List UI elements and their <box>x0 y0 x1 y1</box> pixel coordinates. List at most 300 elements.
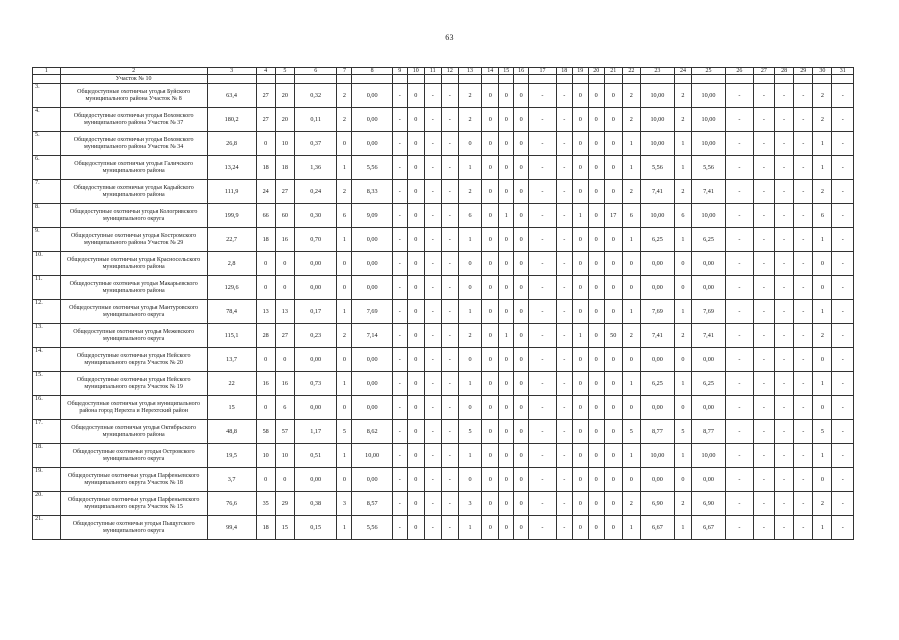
value-cell-col-13: 1 <box>458 516 481 540</box>
value-cell-col-8: 5,56 <box>352 516 392 540</box>
value-cell-col-13: 0 <box>458 396 481 420</box>
value-cell-col-11: - <box>424 420 441 444</box>
value-cell-col-3: 129,6 <box>207 276 256 300</box>
value-cell-col-13: 1 <box>458 228 481 252</box>
value-cell-col-13: 3 <box>458 492 481 516</box>
value-cell-col-6: 0,11 <box>294 108 337 132</box>
value-cell-col-27: - <box>753 396 774 420</box>
value-cell-col-18: - <box>556 396 572 420</box>
value-cell-col-27: - <box>753 276 774 300</box>
value-cell-col-16: 0 <box>514 204 529 228</box>
value-cell-col-6: 0,23 <box>294 324 337 348</box>
value-cell-col-27: - <box>753 444 774 468</box>
value-cell-col-23: 0,00 <box>640 252 674 276</box>
page-number: 63 <box>445 33 454 42</box>
value-cell-col-9: - <box>392 132 407 156</box>
value-cell-col-27: - <box>753 156 774 180</box>
value-cell-col-7: 2 <box>337 180 352 204</box>
value-cell-col-3: 180,2 <box>207 108 256 132</box>
carryover-empty-cell <box>674 75 691 84</box>
value-cell-col-4: 66 <box>256 204 275 228</box>
value-cell-col-15: 0 <box>499 372 514 396</box>
column-number-14: 14 <box>482 68 499 75</box>
value-cell-col-15: 0 <box>499 156 514 180</box>
carryover-empty-cell <box>499 75 514 84</box>
row-number-cell: 8. <box>33 204 61 228</box>
value-cell-col-28: - <box>775 204 794 228</box>
hunting-ground-name-cell: Общедоступные охотничьи угодья Галичского муниципального района <box>60 156 207 180</box>
hunting-ground-name-cell: Общедоступные охотничьи угодья Парфеньевского муниципального округа Участок № 18 <box>60 468 207 492</box>
carryover-empty-cell <box>556 75 572 84</box>
value-cell-col-28: - <box>775 252 794 276</box>
row-number-cell: 10. <box>33 252 61 276</box>
column-number-21: 21 <box>604 68 622 75</box>
column-number-20: 20 <box>588 68 604 75</box>
value-cell-col-20: 0 <box>588 444 604 468</box>
value-cell-col-6: 0,37 <box>294 132 337 156</box>
value-cell-col-26: - <box>726 108 754 132</box>
value-cell-col-20: 0 <box>588 108 604 132</box>
value-cell-col-10: 0 <box>407 252 424 276</box>
value-cell-col-29: - <box>794 228 813 252</box>
value-cell-col-15: 0 <box>499 276 514 300</box>
value-cell-col-5: 0 <box>275 276 294 300</box>
value-cell-col-25: 5,56 <box>691 156 725 180</box>
value-cell-col-7: 0 <box>337 276 352 300</box>
value-cell-col-17: - <box>529 492 557 516</box>
value-cell-col-15: 0 <box>499 108 514 132</box>
value-cell-col-30: 1 <box>813 132 832 156</box>
value-cell-col-19: 0 <box>572 108 588 132</box>
value-cell-col-30: 5 <box>813 420 832 444</box>
value-cell-col-17: - <box>529 396 557 420</box>
value-cell-col-6: 0,32 <box>294 84 337 108</box>
value-cell-col-7: 1 <box>337 516 352 540</box>
value-cell-col-14: 0 <box>482 348 499 372</box>
value-cell-col-24: 5 <box>674 420 691 444</box>
row-number-cell: 3. <box>33 84 61 108</box>
value-cell-col-16: 0 <box>514 516 529 540</box>
column-number-29: 29 <box>794 68 813 75</box>
value-cell-col-19: 1 <box>572 204 588 228</box>
value-cell-col-27: - <box>753 468 774 492</box>
value-cell-col-31: - <box>832 372 854 396</box>
row-number-cell: 17. <box>33 420 61 444</box>
value-cell-col-31: - <box>832 468 854 492</box>
value-cell-col-16: 0 <box>514 276 529 300</box>
value-cell-col-25: 6,25 <box>691 228 725 252</box>
value-cell-col-28: - <box>775 468 794 492</box>
value-cell-col-4: 35 <box>256 492 275 516</box>
value-cell-col-5: 0 <box>275 252 294 276</box>
value-cell-col-23: 10,00 <box>640 108 674 132</box>
value-cell-col-5: 60 <box>275 204 294 228</box>
value-cell-col-19: 0 <box>572 252 588 276</box>
value-cell-col-25: 8,77 <box>691 420 725 444</box>
column-number-17: 17 <box>529 68 557 75</box>
value-cell-col-4: 10 <box>256 444 275 468</box>
value-cell-col-6: 0,00 <box>294 396 337 420</box>
value-cell-col-14: 0 <box>482 420 499 444</box>
table-row <box>33 204 854 228</box>
value-cell-col-3: 22,7 <box>207 228 256 252</box>
value-cell-col-6: 0,00 <box>294 252 337 276</box>
carryover-row <box>33 75 854 84</box>
value-cell-col-14: 0 <box>482 468 499 492</box>
value-cell-col-28: - <box>775 228 794 252</box>
value-cell-col-7: 1 <box>337 444 352 468</box>
value-cell-col-29: - <box>794 84 813 108</box>
value-cell-col-20: 0 <box>588 84 604 108</box>
value-cell-col-10: 0 <box>407 300 424 324</box>
value-cell-col-15: 0 <box>499 300 514 324</box>
value-cell-col-9: - <box>392 444 407 468</box>
value-cell-col-24: 0 <box>674 276 691 300</box>
value-cell-col-18: - <box>556 444 572 468</box>
value-cell-col-19: 0 <box>572 180 588 204</box>
value-cell-col-6: 0,70 <box>294 228 337 252</box>
value-cell-col-8: 0,00 <box>352 396 392 420</box>
value-cell-col-30: 2 <box>813 108 832 132</box>
value-cell-col-5: 20 <box>275 84 294 108</box>
value-cell-col-26: - <box>726 228 754 252</box>
carryover-empty-cell <box>514 75 529 84</box>
carryover-empty-cell <box>622 75 640 84</box>
value-cell-col-25: 7,69 <box>691 300 725 324</box>
value-cell-col-30: 1 <box>813 372 832 396</box>
value-cell-col-28: - <box>775 180 794 204</box>
value-cell-col-3: 99,4 <box>207 516 256 540</box>
value-cell-col-7: 0 <box>337 252 352 276</box>
carryover-empty-cell <box>640 75 674 84</box>
value-cell-col-9: - <box>392 228 407 252</box>
value-cell-col-21: 0 <box>604 300 622 324</box>
value-cell-col-11: - <box>424 132 441 156</box>
value-cell-col-10: 0 <box>407 180 424 204</box>
value-cell-col-24: 2 <box>674 84 691 108</box>
value-cell-col-31: - <box>832 252 854 276</box>
carryover-empty-cell <box>441 75 458 84</box>
value-cell-col-18: - <box>556 276 572 300</box>
value-cell-col-12: - <box>441 324 458 348</box>
value-cell-col-22: 6 <box>622 204 640 228</box>
value-cell-col-28: - <box>775 84 794 108</box>
value-cell-col-11: - <box>424 492 441 516</box>
value-cell-col-28: - <box>775 156 794 180</box>
value-cell-col-25: 0,00 <box>691 396 725 420</box>
value-cell-col-14: 0 <box>482 252 499 276</box>
value-cell-col-29: - <box>794 276 813 300</box>
table-row <box>33 348 854 372</box>
value-cell-col-7: 0 <box>337 348 352 372</box>
value-cell-col-5: 0 <box>275 468 294 492</box>
value-cell-col-26: - <box>726 372 754 396</box>
value-cell-col-13: 0 <box>458 468 481 492</box>
value-cell-col-14: 0 <box>482 300 499 324</box>
value-cell-col-18: - <box>556 516 572 540</box>
carryover-empty-cell <box>337 75 352 84</box>
value-cell-col-16: 0 <box>514 252 529 276</box>
value-cell-col-23: 0,00 <box>640 348 674 372</box>
value-cell-col-20: 0 <box>588 156 604 180</box>
value-cell-col-25: 0,00 <box>691 276 725 300</box>
value-cell-col-29: - <box>794 420 813 444</box>
value-cell-col-17: - <box>529 180 557 204</box>
value-cell-col-13: 0 <box>458 348 481 372</box>
value-cell-col-22: 0 <box>622 396 640 420</box>
value-cell-col-14: 0 <box>482 84 499 108</box>
value-cell-col-5: 27 <box>275 180 294 204</box>
value-cell-col-19: 0 <box>572 156 588 180</box>
value-cell-col-24: 0 <box>674 348 691 372</box>
value-cell-col-21: 0 <box>604 348 622 372</box>
value-cell-col-8: 0,00 <box>352 228 392 252</box>
value-cell-col-26: - <box>726 396 754 420</box>
value-cell-col-16: 0 <box>514 420 529 444</box>
value-cell-col-17: - <box>529 420 557 444</box>
value-cell-col-29: - <box>794 252 813 276</box>
value-cell-col-8: 8,57 <box>352 492 392 516</box>
value-cell-col-16: 0 <box>514 300 529 324</box>
value-cell-col-16: 0 <box>514 156 529 180</box>
hunting-ground-name-cell: Общедоступные охотничьи угодья Межевского муниципального округа <box>60 324 207 348</box>
value-cell-col-21: 0 <box>604 372 622 396</box>
value-cell-col-16: 0 <box>514 108 529 132</box>
value-cell-col-25: 10,00 <box>691 132 725 156</box>
value-cell-col-29: - <box>794 396 813 420</box>
value-cell-col-19: 0 <box>572 132 588 156</box>
column-number-26: 26 <box>726 68 754 75</box>
value-cell-col-14: 0 <box>482 228 499 252</box>
column-number-25: 25 <box>691 68 725 75</box>
value-cell-col-4: 18 <box>256 156 275 180</box>
value-cell-col-7: 1 <box>337 156 352 180</box>
value-cell-col-30: 0 <box>813 348 832 372</box>
value-cell-col-27: - <box>753 348 774 372</box>
value-cell-col-11: - <box>424 348 441 372</box>
value-cell-col-9: - <box>392 84 407 108</box>
value-cell-col-14: 0 <box>482 516 499 540</box>
table-row <box>33 180 854 204</box>
column-number-6: 6 <box>294 68 337 75</box>
value-cell-col-6: 0,00 <box>294 348 337 372</box>
value-cell-col-19: 0 <box>572 516 588 540</box>
value-cell-col-19: 0 <box>572 420 588 444</box>
value-cell-col-15: 0 <box>499 228 514 252</box>
value-cell-col-28: - <box>775 348 794 372</box>
value-cell-col-18: - <box>556 84 572 108</box>
carryover-empty-cell <box>207 75 256 84</box>
value-cell-col-16: 0 <box>514 180 529 204</box>
value-cell-col-24: 2 <box>674 492 691 516</box>
value-cell-col-22: 1 <box>622 300 640 324</box>
value-cell-col-21: 50 <box>604 324 622 348</box>
column-number-31: 31 <box>832 68 854 75</box>
table-body <box>33 68 854 540</box>
value-cell-col-10: 0 <box>407 348 424 372</box>
row-number-cell: 20. <box>33 492 61 516</box>
value-cell-col-9: - <box>392 372 407 396</box>
value-cell-col-17: - <box>529 348 557 372</box>
carryover-empty-cell <box>604 75 622 84</box>
value-cell-col-22: 2 <box>622 180 640 204</box>
value-cell-col-14: 0 <box>482 324 499 348</box>
value-cell-col-20: 0 <box>588 252 604 276</box>
value-cell-col-21: 0 <box>604 468 622 492</box>
carryover-name-cell: Участок № 10 <box>60 75 207 84</box>
value-cell-col-6: 0,30 <box>294 204 337 228</box>
value-cell-col-26: - <box>726 348 754 372</box>
value-cell-col-15: 1 <box>499 204 514 228</box>
value-cell-col-4: 24 <box>256 180 275 204</box>
value-cell-col-15: 0 <box>499 396 514 420</box>
value-cell-col-15: 0 <box>499 252 514 276</box>
value-cell-col-6: 0,00 <box>294 276 337 300</box>
column-number-row <box>33 68 854 75</box>
table-row <box>33 132 854 156</box>
value-cell-col-27: - <box>753 516 774 540</box>
value-cell-col-5: 57 <box>275 420 294 444</box>
value-cell-col-28: - <box>775 420 794 444</box>
value-cell-col-27: - <box>753 420 774 444</box>
table-row <box>33 516 854 540</box>
value-cell-col-15: 0 <box>499 468 514 492</box>
value-cell-col-16: 0 <box>514 468 529 492</box>
value-cell-col-5: 15 <box>275 516 294 540</box>
value-cell-col-31: - <box>832 108 854 132</box>
value-cell-col-25: 0,00 <box>691 468 725 492</box>
value-cell-col-29: - <box>794 348 813 372</box>
value-cell-col-31: - <box>832 396 854 420</box>
value-cell-col-29: - <box>794 444 813 468</box>
value-cell-col-11: - <box>424 372 441 396</box>
value-cell-col-11: - <box>424 84 441 108</box>
value-cell-col-26: - <box>726 156 754 180</box>
value-cell-col-13: 2 <box>458 108 481 132</box>
value-cell-col-18: - <box>556 228 572 252</box>
value-cell-col-12: - <box>441 348 458 372</box>
value-cell-col-25: 7,41 <box>691 180 725 204</box>
table-row <box>33 324 854 348</box>
table-row <box>33 228 854 252</box>
hunting-ground-name-cell: Общедоступные охотничьи угодья Красносельского муниципального района <box>60 252 207 276</box>
value-cell-col-6: 0,51 <box>294 444 337 468</box>
value-cell-col-18: - <box>556 348 572 372</box>
value-cell-col-28: - <box>775 396 794 420</box>
value-cell-col-11: - <box>424 252 441 276</box>
value-cell-col-11: - <box>424 516 441 540</box>
row-number-cell: 4. <box>33 108 61 132</box>
value-cell-col-25: 0,00 <box>691 252 725 276</box>
carryover-empty-cell <box>572 75 588 84</box>
value-cell-col-8: 8,33 <box>352 180 392 204</box>
value-cell-col-22: 2 <box>622 492 640 516</box>
value-cell-col-20: 0 <box>588 492 604 516</box>
value-cell-col-18: - <box>556 420 572 444</box>
carryover-empty-cell <box>424 75 441 84</box>
value-cell-col-16: 0 <box>514 84 529 108</box>
value-cell-col-19: 0 <box>572 84 588 108</box>
value-cell-col-7: 6 <box>337 204 352 228</box>
value-cell-col-20: 0 <box>588 276 604 300</box>
value-cell-col-22: 2 <box>622 108 640 132</box>
value-cell-col-10: 0 <box>407 276 424 300</box>
value-cell-col-17: - <box>529 300 557 324</box>
value-cell-col-20: 0 <box>588 372 604 396</box>
value-cell-col-26: - <box>726 324 754 348</box>
value-cell-col-6: 0,15 <box>294 516 337 540</box>
value-cell-col-12: - <box>441 180 458 204</box>
value-cell-col-22: 1 <box>622 444 640 468</box>
value-cell-col-30: 1 <box>813 444 832 468</box>
value-cell-col-9: - <box>392 348 407 372</box>
value-cell-col-8: 9,09 <box>352 204 392 228</box>
value-cell-col-12: - <box>441 132 458 156</box>
value-cell-col-14: 0 <box>482 204 499 228</box>
value-cell-col-16: 0 <box>514 372 529 396</box>
value-cell-col-9: - <box>392 156 407 180</box>
hunting-ground-name-cell: Общедоступные охотничьи угодья Макарьевского муниципального района <box>60 276 207 300</box>
value-cell-col-7: 0 <box>337 396 352 420</box>
value-cell-col-17: - <box>529 324 557 348</box>
value-cell-col-7: 3 <box>337 492 352 516</box>
value-cell-col-30: 2 <box>813 84 832 108</box>
value-cell-col-23: 6,25 <box>640 372 674 396</box>
value-cell-col-20: 0 <box>588 300 604 324</box>
column-number-24: 24 <box>674 68 691 75</box>
value-cell-col-28: - <box>775 108 794 132</box>
value-cell-col-23: 0,00 <box>640 396 674 420</box>
value-cell-col-21: 0 <box>604 156 622 180</box>
value-cell-col-10: 0 <box>407 204 424 228</box>
row-number-cell: 14. <box>33 348 61 372</box>
value-cell-col-10: 0 <box>407 492 424 516</box>
value-cell-col-9: - <box>392 516 407 540</box>
value-cell-col-26: - <box>726 276 754 300</box>
value-cell-col-8: 0,00 <box>352 132 392 156</box>
value-cell-col-13: 1 <box>458 444 481 468</box>
table-row <box>33 156 854 180</box>
value-cell-col-16: 0 <box>514 444 529 468</box>
value-cell-col-5: 18 <box>275 156 294 180</box>
table-row <box>33 252 854 276</box>
column-number-28: 28 <box>775 68 794 75</box>
column-number-13: 13 <box>458 68 481 75</box>
value-cell-col-26: - <box>726 252 754 276</box>
value-cell-col-23: 10,00 <box>640 204 674 228</box>
value-cell-col-6: 0,24 <box>294 180 337 204</box>
value-cell-col-16: 0 <box>514 228 529 252</box>
value-cell-col-31: - <box>832 132 854 156</box>
table-row <box>33 276 854 300</box>
value-cell-col-19: 0 <box>572 396 588 420</box>
value-cell-col-15: 0 <box>499 492 514 516</box>
value-cell-col-6: 0,73 <box>294 372 337 396</box>
value-cell-col-21: 0 <box>604 252 622 276</box>
value-cell-col-26: - <box>726 492 754 516</box>
value-cell-col-5: 13 <box>275 300 294 324</box>
value-cell-col-16: 0 <box>514 132 529 156</box>
value-cell-col-11: - <box>424 228 441 252</box>
column-number-16: 16 <box>514 68 529 75</box>
value-cell-col-14: 0 <box>482 180 499 204</box>
value-cell-col-14: 0 <box>482 156 499 180</box>
value-cell-col-10: 0 <box>407 132 424 156</box>
value-cell-col-21: 0 <box>604 444 622 468</box>
value-cell-col-27: - <box>753 84 774 108</box>
value-cell-col-10: 0 <box>407 468 424 492</box>
value-cell-col-10: 0 <box>407 372 424 396</box>
